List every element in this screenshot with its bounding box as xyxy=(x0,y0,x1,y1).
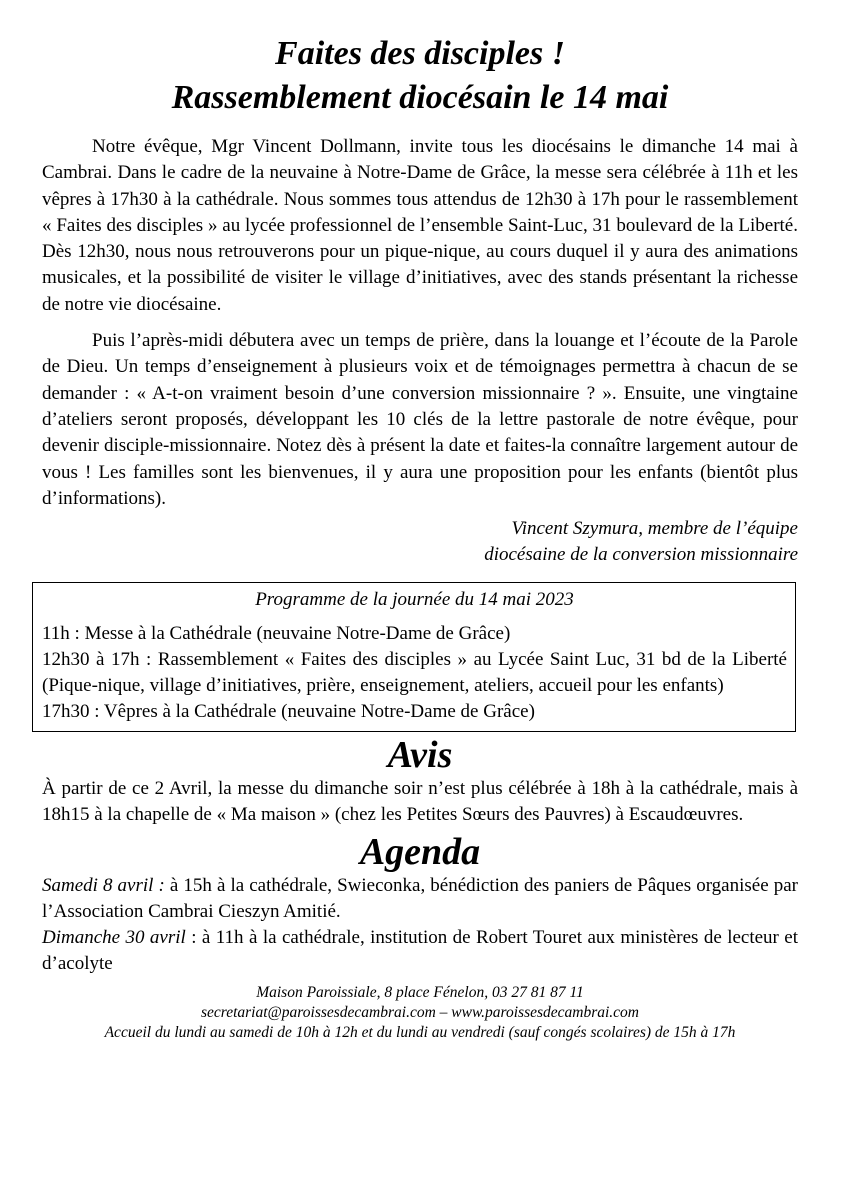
programme-item: 12h30 à 17h : Rassemblement « Faites des disciples » au Lycée Saint Luc, 31 bd de la Liberté (Pique-nique, village d’initiatives, prière, enseignement, ateliers, accueil pour les enfants) xyxy=(42,649,787,697)
title-line-1: Faites des disciples ! xyxy=(275,35,565,72)
programme-box xyxy=(32,582,796,732)
article-signature xyxy=(42,516,798,568)
agenda-item-date: Samedi 8 avril : xyxy=(42,874,165,896)
parish-footer xyxy=(42,983,798,1043)
footer-contacts: secretariat@paroissesdecambrai.com – www.paroissesdecambrai.com xyxy=(200,1003,640,1021)
article-paragraph-1: Notre évêque, Mgr Vincent Dollmann, invite tous les diocésains le dimanche 14 mai à Cambrai. Dans le cadre de la neuvaine à Notre-Dame de Grâce, la messe sera célébrée à 11h et les vêpres à 17h30 à la cathédrale. Nous sommes tous attendus de 12h30 à 17h pour le rassemblement « Faites des disciples » au lycée professionnel de l’ensemble Saint-Luc, 31 boulevard de la Liberté. Dès 12h30, nous nous retrouverons pour un pique-nique, au cours duquel il y aura des animations musicales, et la possibilité de visiter le village d’initiatives, avec des stands présentant la richesse de notre vie diocésaine. xyxy=(42,136,798,315)
agenda-item-text: à 15h à la cathédrale, Swieconka, bénédiction des paniers de Pâques organisée par l’Association Cambrai Cieszyn Amitié. xyxy=(42,874,798,922)
signature-line-1: Vincent Szymura, membre de l’équipe xyxy=(511,518,798,540)
avis-text: À partir de ce 2 Avril, la messe du dimanche soir n’est plus célébrée à 18h à la cathédrale, mais à 18h15 à la chapelle de « Ma maison » (chez les Petites Sœurs des Pauvres) à Escaudœuvres. xyxy=(42,778,798,826)
footer-address: Maison Paroissiale, 8 place Fénelon, 03 27 81 87 11 xyxy=(256,983,584,1001)
bulletin-page xyxy=(42,32,798,1043)
programme-item: 17h30 : Vêpres à la Cathédrale (neuvaine Notre-Dame de Grâce) xyxy=(42,701,535,723)
agenda-item xyxy=(42,925,798,977)
signature-line-2: diocésaine de la conversion missionnaire xyxy=(484,544,798,566)
programme-title: Programme de la journée du 14 mai 2023 xyxy=(255,589,574,611)
main-title xyxy=(42,32,798,120)
avis-heading: Avis xyxy=(387,734,453,777)
agenda-item xyxy=(42,873,798,925)
article-paragraph-2: Puis l’après-midi débutera avec un temps de prière, dans la louange et l’écoute de la Parole de Dieu. Un temps d’enseignement à plusieurs voix et de témoignages permettra à chacun de se demander : « A-t-on vraiment besoin d’une conversion missionnaire ? ». Ensuite, une vingtaine d’ateliers seront proposés, développant les 10 clés de la lettre pastorale de notre évêque, pour devenir disciple-missionnaire. Notez dès à présent la date et faites-la connaître largement autour de vous ! Les familles sont les bienvenues, il y aura une proposition pour les enfants (bientôt plus d’informations). xyxy=(42,330,798,509)
title-line-2: Rassemblement diocésain le 14 mai xyxy=(171,79,669,116)
footer-hours: Accueil du lundi au samedi de 10h à 12h et du lundi au vendredi (sauf congés scolaires) de 15h à 17h xyxy=(104,1023,736,1041)
agenda-item-text: : à 11h à la cathédrale, institution de Robert Touret aux ministères de lecteur et d’acolyte xyxy=(42,926,799,974)
agenda-item-date: Dimanche 30 avril xyxy=(42,926,186,948)
programme-item: 11h : Messe à la Cathédrale (neuvaine Notre-Dame de Grâce) xyxy=(42,623,511,645)
agenda-heading: Agenda xyxy=(359,830,481,873)
